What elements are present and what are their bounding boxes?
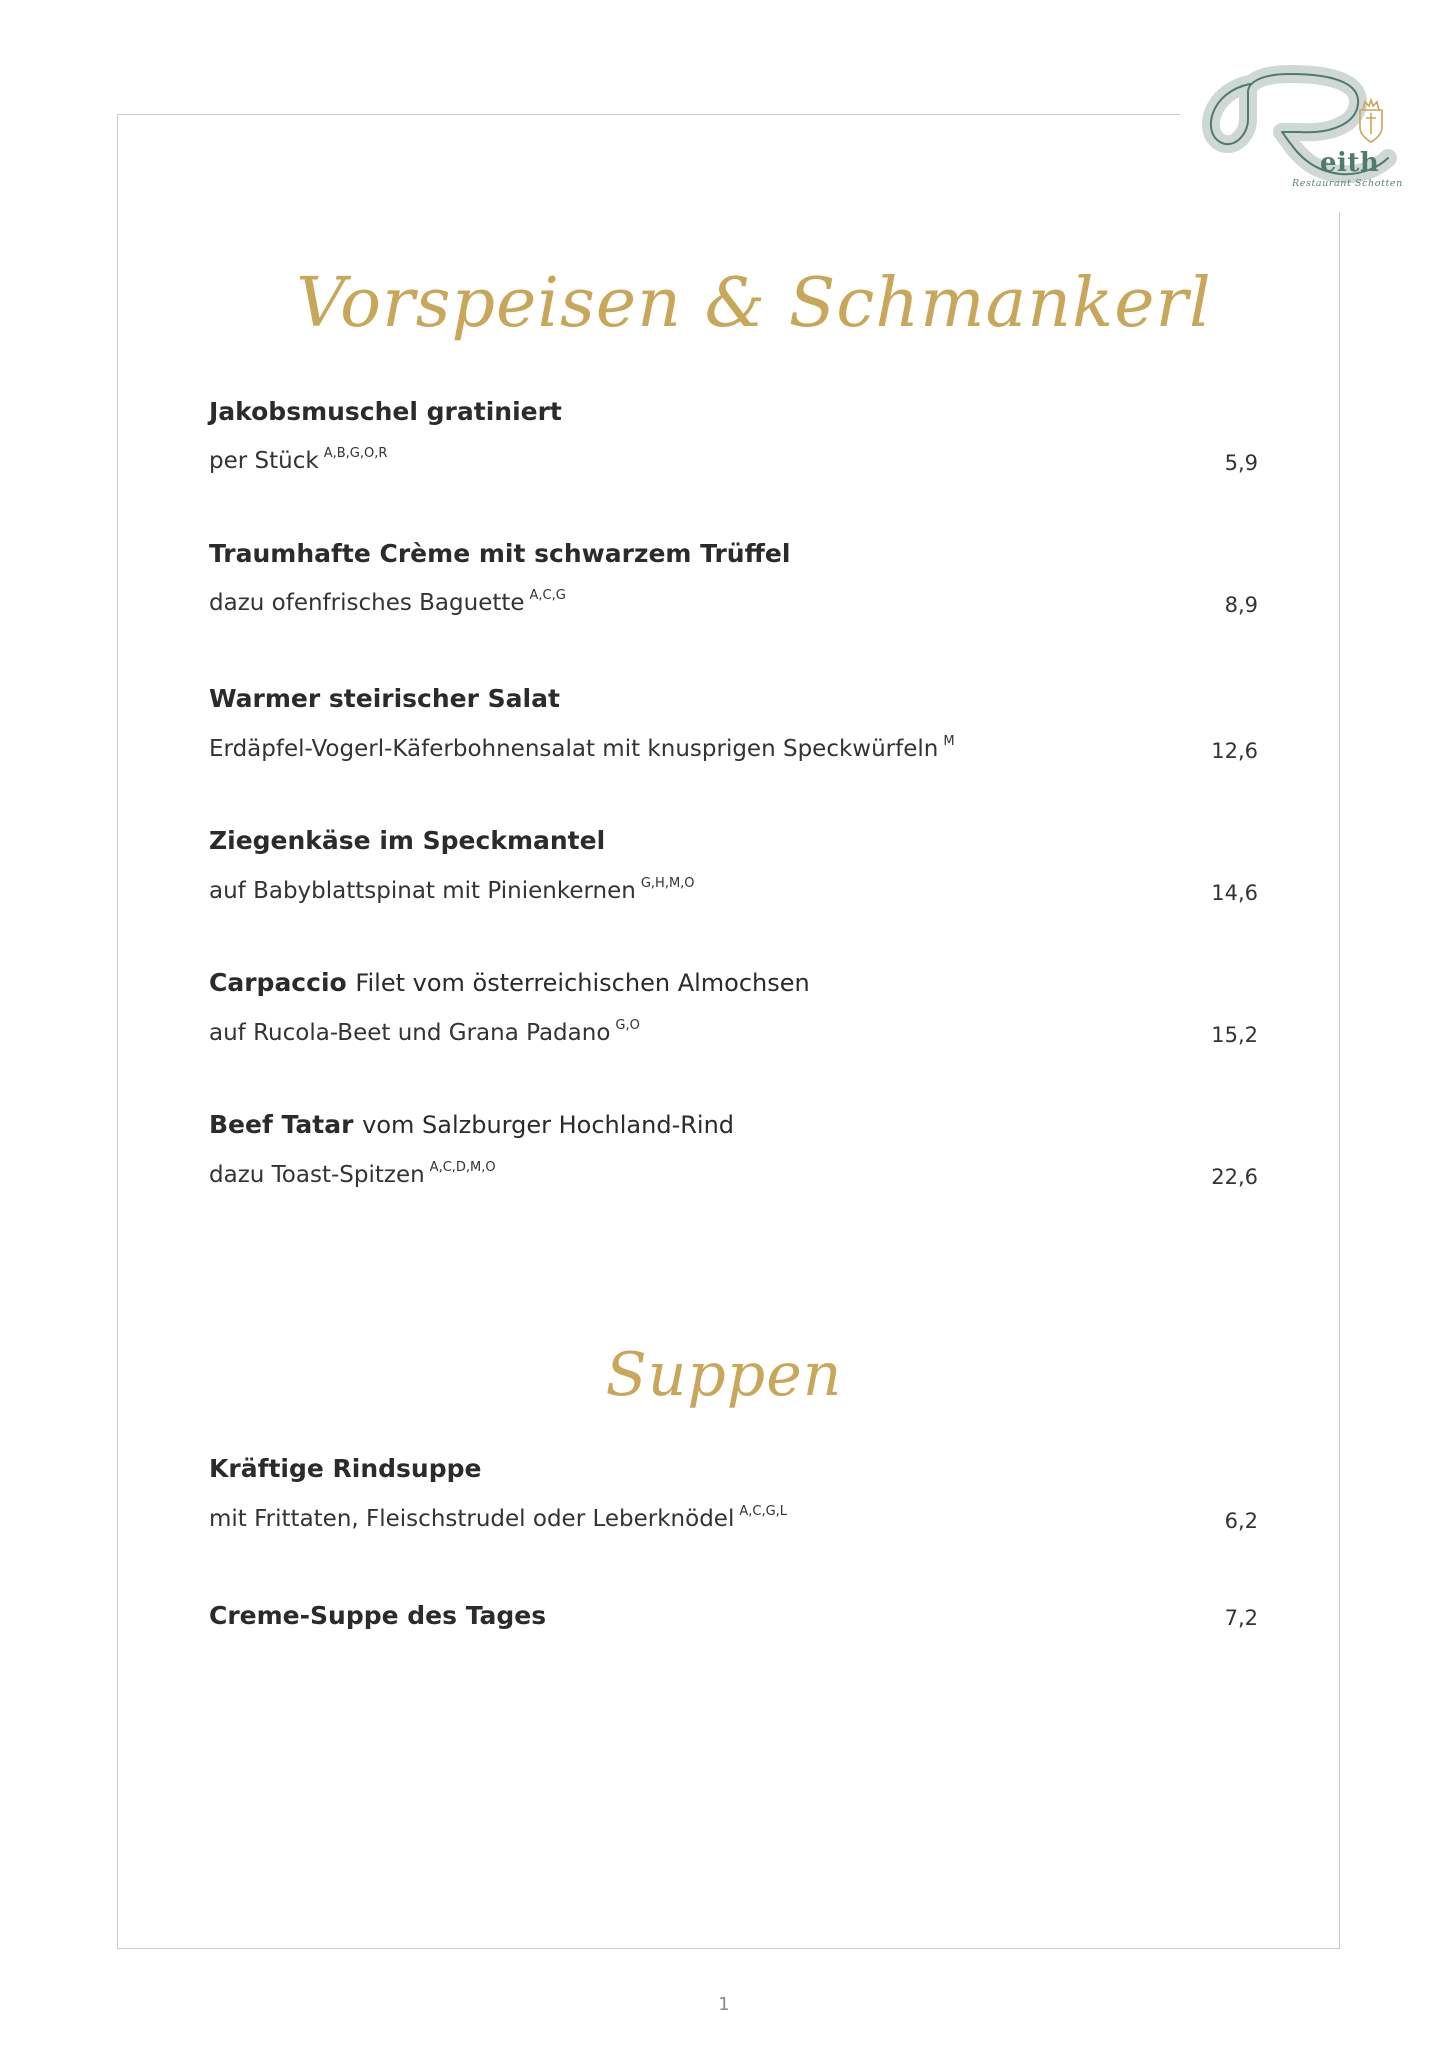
item-price: 12,6 [1211,739,1258,763]
item-title-extra: Filet vom österreichischen Almochsen [355,969,810,997]
item-name: Traumhafte Crème mit schwarzem Trüffel [209,539,791,568]
item-description [209,446,387,474]
logo-brand-text: eith [1320,148,1380,178]
item-title [209,1601,546,1630]
item-title [209,968,810,997]
allergen-codes: A,C,G,L [739,1504,788,1519]
item-title [209,1110,734,1139]
item-description-text: dazu ofenfrisches Baguette [209,590,525,616]
item-name: Ziegenkäse im Speckmantel [209,826,606,855]
page-number: 1 [718,1994,730,2015]
allergen-codes: A,C,G [529,588,566,603]
section-title-suppen: Suppen [605,1340,843,1411]
item-title-extra: vom Salzburger Hochland-Rind [362,1111,735,1139]
item-description-text: auf Rucola-Beet und Grana Padano [209,1020,611,1046]
item-description [209,588,566,616]
item-name: Creme-Suppe des Tages [209,1601,547,1630]
item-price: 14,6 [1211,881,1258,905]
item-title [209,539,790,568]
item-description-text: auf Babyblattspinat mit Pinienkernen [209,878,636,904]
allergen-codes: A,C,D,M,O [429,1160,496,1175]
item-description-text: Erdäpfel-Vogerl-Käferbohnensalat mit knusprigen Speckwürfeln [209,736,939,762]
section-title-vorspeisen: Vorspeisen & Schmankerl [296,263,1212,343]
coat-of-arms-icon [1360,100,1382,142]
item-title [209,1454,481,1483]
item-name: Jakobsmuschel gratiniert [209,397,562,426]
item-title [209,397,562,426]
item-price: 6,2 [1224,1509,1258,1533]
allergen-codes: G,H,M,O [640,876,695,891]
item-description [209,1160,496,1188]
item-title [209,826,605,855]
logo-subtitle: Restaurant Schotten [1292,178,1403,189]
allergen-codes: A,B,G,O,R [323,446,388,461]
item-description [209,876,695,904]
item-name: Carpaccio [209,968,347,997]
item-description-text: mit Frittaten, Fleischstrudel oder Leberknödel [209,1506,735,1532]
item-description [209,734,955,762]
item-price: 8,9 [1224,593,1258,617]
item-price: 15,2 [1211,1023,1258,1047]
item-description [209,1504,787,1532]
item-price: 7,2 [1224,1606,1258,1630]
allergen-codes: M [943,734,955,749]
item-description [209,1018,640,1046]
item-name: Beef Tatar [209,1110,354,1139]
item-description-text: per Stück [209,448,319,474]
item-description-text: dazu Toast-Spitzen [209,1162,425,1188]
item-price: 5,9 [1224,451,1258,475]
item-price: 22,6 [1211,1165,1258,1189]
allergen-codes: G,O [615,1018,640,1033]
item-name: Kräftige Rindsuppe [209,1454,482,1483]
item-title [209,684,560,713]
item-name: Warmer steirischer Salat [209,684,560,713]
